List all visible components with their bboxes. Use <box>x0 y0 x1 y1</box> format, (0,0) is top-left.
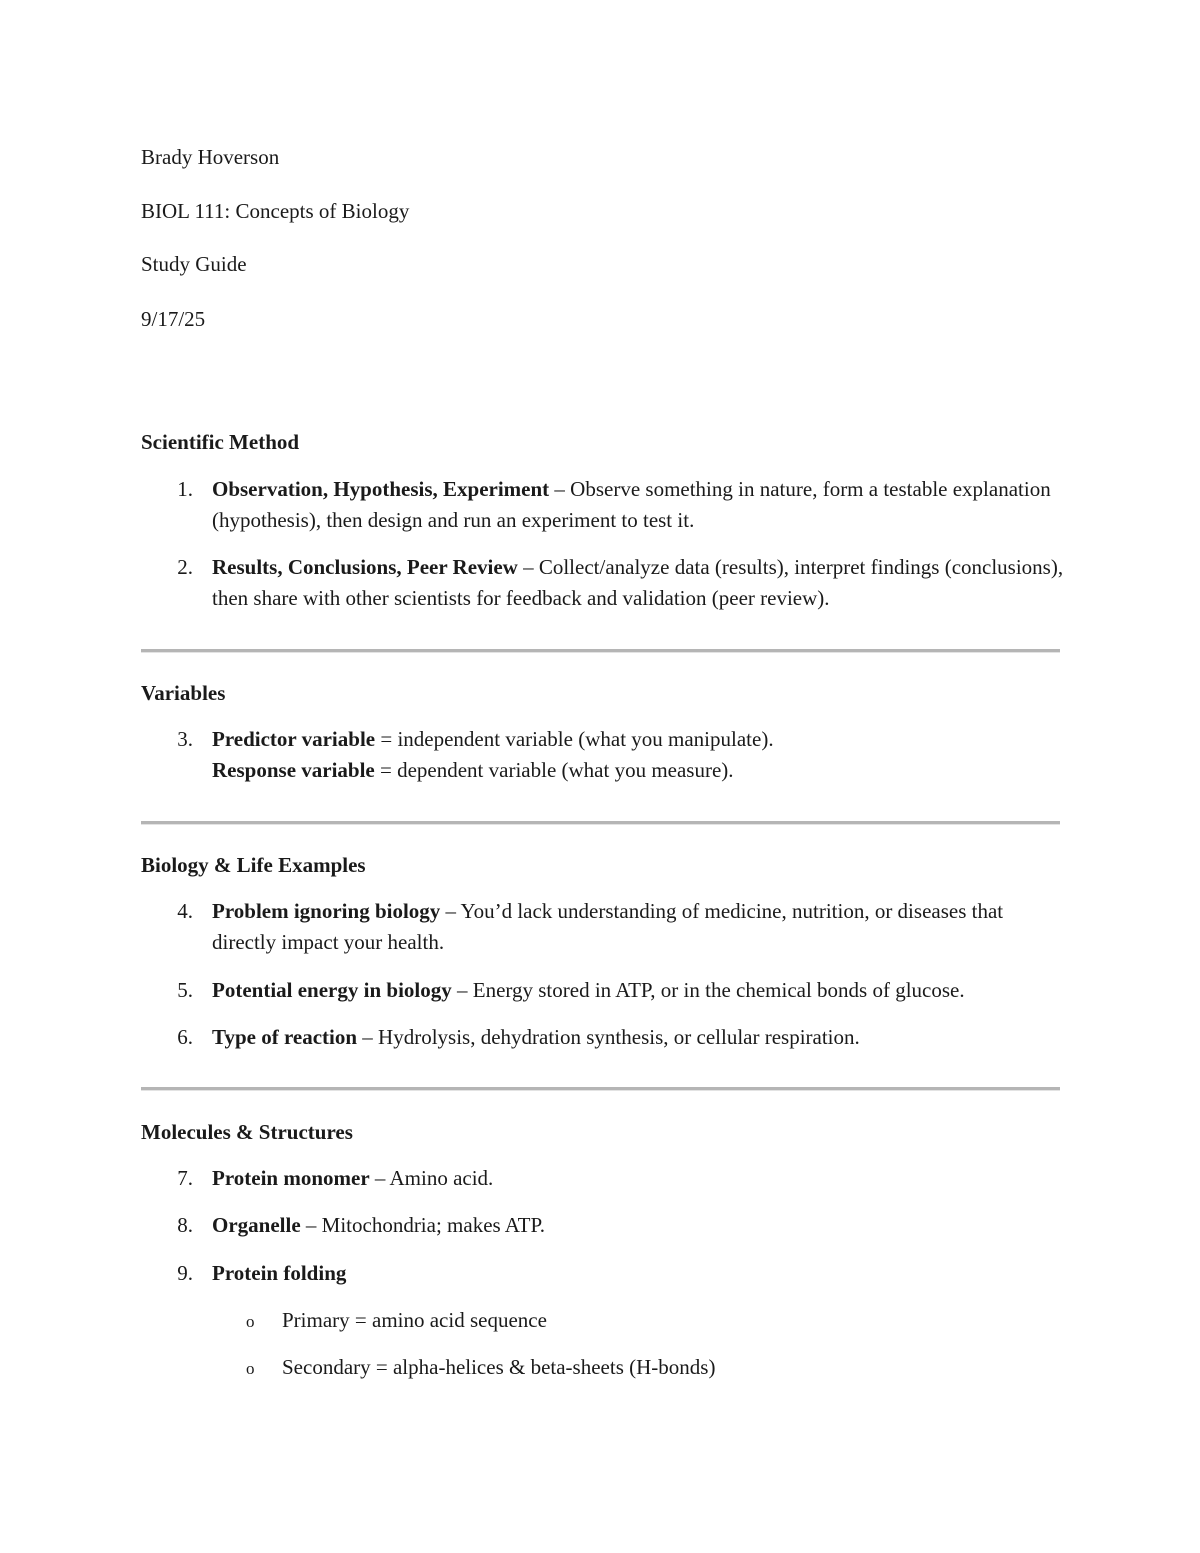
list-item-text: = independent variable (what you manipulate). <box>375 727 774 751</box>
list-item-term: Protein folding <box>212 1261 347 1285</box>
section-title-molecules-structures: Molecules & Structures <box>141 1120 353 1144</box>
list-item-term: Organelle <box>212 1213 301 1237</box>
section-title-biology-life-examples: Biology & Life Examples <box>141 853 366 877</box>
list-item-number: 6. <box>177 1025 193 1049</box>
list-item-body <box>212 1258 1072 1289</box>
list-item-number: 7. <box>177 1166 193 1190</box>
list-item-body <box>212 1163 1072 1194</box>
list-item-body <box>212 474 1072 536</box>
list-item-text: – Hydrolysis, dehydration synthesis, or cellular respiration. <box>357 1025 860 1049</box>
list-item-term: Type of reaction <box>212 1025 358 1049</box>
course-title: BIOL 111: Concepts of Biology <box>141 199 410 223</box>
document-date: 9/17/25 <box>141 307 206 331</box>
list-item-text: – Collect/analyze data (results), interpret findings (conclusions), then share with other scientists for feedback and validation (peer review). <box>212 555 1064 610</box>
list-item-text: – Energy stored in ATP, or in the chemical bonds of glucose. <box>451 978 965 1002</box>
section-title-variables: Variables <box>141 681 226 705</box>
list-item-number: 5. <box>177 978 193 1002</box>
document-type: Study Guide <box>141 252 247 276</box>
list-item-body <box>212 975 1072 1006</box>
horizontal-rule <box>141 821 1060 825</box>
list-item-number: 3. <box>177 727 193 751</box>
list-item-body <box>212 1022 1072 1053</box>
list-item-text: – Mitochondria; makes ATP. <box>300 1213 546 1237</box>
horizontal-rule <box>141 649 1060 653</box>
list-item-number: 8. <box>177 1213 193 1237</box>
sub-list-item-text: Secondary = alpha-helices & beta-sheets (H-bonds) <box>282 1355 716 1379</box>
list-item-body <box>212 1210 1072 1241</box>
list-item-body <box>212 896 1072 958</box>
list-item-number: 9. <box>177 1261 193 1285</box>
sub-list-item-text: Primary = amino acid sequence <box>282 1308 547 1332</box>
list-item-term: Predictor variable <box>212 727 376 751</box>
list-item-term: Observation, Hypothesis, Experiment <box>212 477 550 501</box>
list-item-number: 2. <box>177 555 193 579</box>
list-item-text: – Observe something in nature, form a testable explanation (hypothesis), then design and run an experiment to test it. <box>212 477 1051 532</box>
list-item-number: 1. <box>177 477 193 501</box>
list-item-term: Results, Conclusions, Peer Review <box>212 555 518 579</box>
author-name: Brady Hoverson <box>141 145 280 169</box>
list-item-text: – Amino acid. <box>369 1166 494 1190</box>
list-item-number: 4. <box>177 899 193 923</box>
list-item-body <box>212 552 1072 614</box>
list-item-text: – You’d lack understanding of medicine, nutrition, or diseases that directly impact your health. <box>212 899 1004 954</box>
list-item-term: Protein monomer <box>212 1166 370 1190</box>
list-item-term: Problem ignoring biology <box>212 899 441 923</box>
list-item-text-secondary: = dependent variable (what you measure). <box>374 758 734 782</box>
bullet-icon: o <box>246 1312 255 1331</box>
bullet-icon: o <box>246 1359 255 1378</box>
list-item-term-secondary: Response variable <box>212 758 375 782</box>
list-item-term: Potential energy in biology <box>212 978 452 1002</box>
horizontal-rule <box>141 1087 1060 1091</box>
list-item-body <box>212 724 1072 786</box>
section-title-scientific-method: Scientific Method <box>141 430 300 454</box>
